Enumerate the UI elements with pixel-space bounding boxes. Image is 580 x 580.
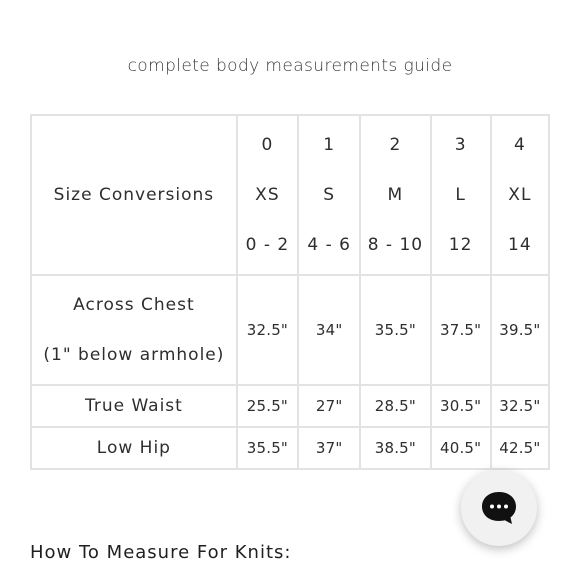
size-column-4 <box>491 115 549 275</box>
size-range: 12 <box>448 235 473 255</box>
measurement-cell: 32.5" <box>237 275 298 385</box>
true-waist-label: True Waist <box>31 385 237 427</box>
chat-button[interactable] <box>461 470 537 546</box>
true-waist-row <box>31 385 549 427</box>
measurement-cell: 37" <box>298 427 360 469</box>
size-range: 8 - 10 <box>367 235 424 255</box>
size-letter: XS <box>255 185 280 205</box>
size-letter: L <box>455 185 466 205</box>
size-range: 4 - 6 <box>307 235 351 255</box>
size-range: 14 <box>508 235 532 255</box>
across-chest-row <box>31 275 549 385</box>
how-to-measure-heading: How To Measure For Knits: <box>30 542 292 563</box>
measurement-cell: 30.5" <box>431 385 491 427</box>
size-column-1 <box>298 115 360 275</box>
size-letter: XL <box>508 185 532 205</box>
across-chest-label-line1: Across Chest <box>73 295 195 315</box>
measurement-cell: 39.5" <box>491 275 549 385</box>
size-number: 4 <box>513 135 526 155</box>
size-column-3 <box>431 115 491 275</box>
measurement-cell: 37.5" <box>431 275 491 385</box>
across-chest-label-line2: (1" below armhole) <box>43 345 225 365</box>
page-title: complete body measurements guide <box>127 56 453 76</box>
measurement-cell: 25.5" <box>237 385 298 427</box>
measurement-cell: 27" <box>298 385 360 427</box>
low-hip-label: Low Hip <box>31 427 237 469</box>
size-conversions-row <box>31 115 549 275</box>
chat-bubble-icon <box>479 488 519 528</box>
size-conversions-label: Size Conversions <box>31 115 237 275</box>
size-chart-table <box>30 114 550 470</box>
measurement-cell: 34" <box>298 275 360 385</box>
measurement-cell: 42.5" <box>491 427 549 469</box>
across-chest-label <box>31 275 237 385</box>
measurement-cell: 35.5" <box>360 275 430 385</box>
measurement-cell: 38.5" <box>360 427 430 469</box>
size-letter: M <box>387 185 404 205</box>
measurement-cell: 40.5" <box>431 427 491 469</box>
measurement-cell: 32.5" <box>491 385 549 427</box>
size-column-0 <box>237 115 298 275</box>
size-letter: S <box>323 185 336 205</box>
low-hip-row <box>31 427 549 469</box>
size-number: 0 <box>261 135 274 155</box>
size-number: 3 <box>454 135 467 155</box>
size-column-2 <box>360 115 430 275</box>
measurement-cell: 35.5" <box>237 427 298 469</box>
size-number: 1 <box>323 135 336 155</box>
measurement-cell: 28.5" <box>360 385 430 427</box>
size-number: 2 <box>389 135 402 155</box>
size-range: 0 - 2 <box>245 235 290 255</box>
